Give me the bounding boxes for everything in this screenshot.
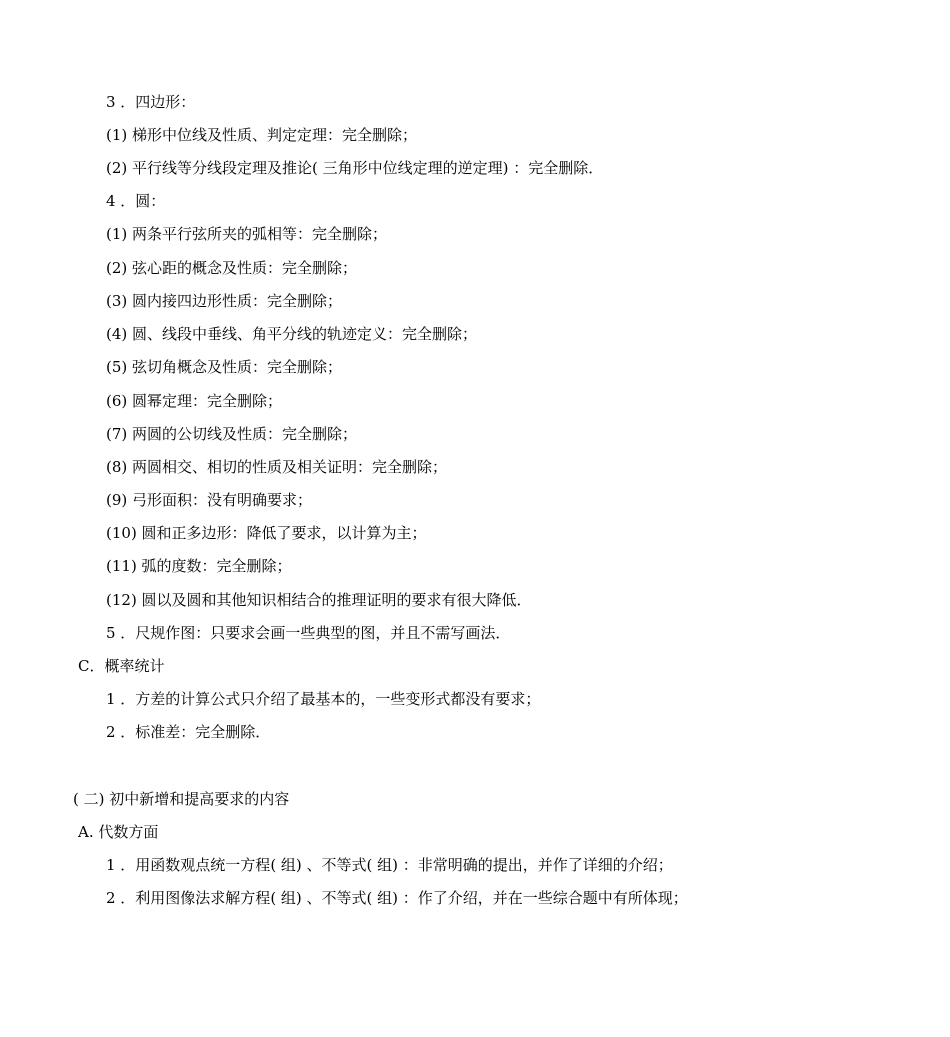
list-item: (2) 平行线等分线段定理及推论( 三角形中位线定理的逆定理) ：完全删除． (106, 159, 604, 177)
section-algebra: A. 代数方面 (78, 823, 159, 841)
list-item: (10) 圆和正多边形：降低了要求，以计算为主； (106, 524, 427, 542)
list-item: (6) 圆幂定理：完全删除； (106, 392, 283, 410)
list-item: (8) 两圆相交、相切的性质及相关证明：完全删除； (106, 458, 448, 476)
list-item: 2 ．标准差：完全删除． (106, 723, 271, 741)
list-item: (2) 弦心距的概念及性质：完全删除； (106, 259, 358, 277)
list-item: (3) 圆内接四边形性质：完全删除； (106, 292, 343, 310)
list-item: 1 ．方差的计算公式只介绍了最基本的，一些变形式都没有要求； (106, 690, 541, 708)
heading-quadrilateral: 3 ．四边形： (106, 93, 196, 111)
list-item: 1 ．用函数观点统一方程( 组) 、不等式( 组) ：非常明确的提出，并作了详细的介绍； (106, 856, 673, 874)
list-item: (12) 圆以及圆和其他知识相结合的推理证明的要求有很大降低． (106, 591, 532, 609)
list-item: (1) 两条平行弦所夹的弧相等：完全删除； (106, 225, 388, 243)
list-item: (1) 梯形中位线及性质、判定定理：完全删除； (106, 126, 418, 144)
heading-circle: 4 ．圆： (106, 192, 166, 210)
list-item: (4) 圆、线段中垂线、角平分线的轨迹定义：完全删除； (106, 325, 478, 343)
list-item: (7) 两圆的公切线及性质：完全删除； (106, 425, 358, 443)
list-item: (9) 弓形面积：没有明确要求； (106, 491, 313, 509)
list-item: (11) 弧的度数：完全删除； (106, 557, 292, 575)
heading-ruler-compass: 5 ．尺规作图：只要求会画一些典型的图，并且不需写画法． (106, 624, 511, 642)
list-item: (5) 弦切角概念及性质：完全删除； (106, 358, 343, 376)
section-probability-statistics: C．概率统计 (78, 657, 165, 675)
section-new-content: ( 二) 初中新增和提高要求的内容 (73, 790, 290, 808)
list-item: 2 ．利用图像法求解方程( 组) 、不等式( 组) ：作了介绍，并在一些综合题中有所体现； (106, 889, 688, 907)
